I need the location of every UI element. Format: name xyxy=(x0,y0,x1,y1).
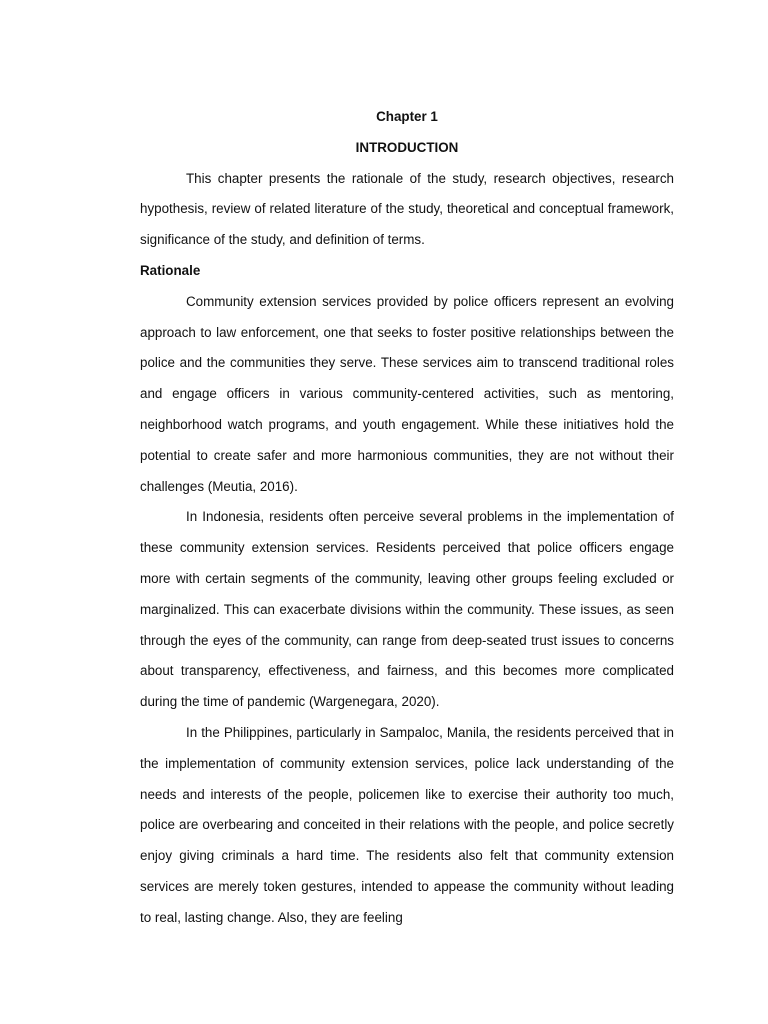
intro-paragraph: This chapter presents the rationale of the study, research objectives, research hypothesis, review of related literature of the study, theoretical and conceptual framework, significance of the study, and definition of terms. xyxy=(140,170,674,248)
body-paragraph: In Indonesia, residents often perceive several problems in the implementation of these community extension services. Residents perceived that police officers engage more with certain segments of the community, leaving other groups feeling excluded or marginalized. This can exacerbate divisions within the community. These issues, as seen through the eyes of the community, can range from deep-seated trust issues to concerns about transparency, effectiveness, and fairness, and this becomes more complicated during the time of pandemic (Wargenegara, 2020). xyxy=(140,509,674,710)
body-paragraph: Community extension services provided by police officers represent an evolving approach to law enforcement, one that seeks to foster positive relationships between the police and the communities they serve. These services aim to transcend traditional roles and engage officers in various community-centered activities, such as mentoring, neighborhood watch programs, and youth engagement. While these initiatives hold the potential to create safer and more harmonious communities, they are not without their challenges (Meutia, 2016). xyxy=(140,293,674,494)
body-paragraph: In the Philippines, particularly in Sampaloc, Manila, the residents perceived that in the implementation of community extension services, police lack understanding of the needs and interests of the people, policemen like to exercise their authority too much, police are overbearing and conceited in their relations with the people, and police secretly enjoy giving criminals a hard time. The residents also felt that community extension services are merely token gestures, intended to appease the community without leading to real, lasting change. Also, they are feeling xyxy=(140,724,674,925)
chapter-title: INTRODUCTION xyxy=(355,139,459,155)
document-page xyxy=(140,102,674,934)
section-heading: Rationale xyxy=(140,262,201,278)
chapter-label: Chapter 1 xyxy=(376,109,438,124)
